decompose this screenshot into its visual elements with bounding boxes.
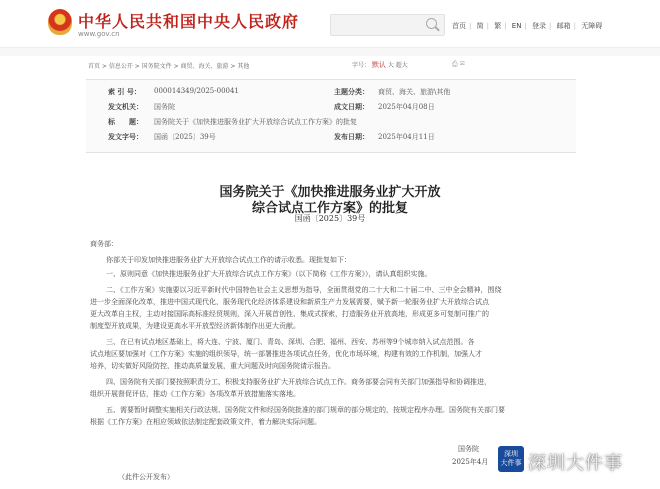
index-no-label: 索 引 号： bbox=[108, 87, 141, 96]
signature-date: 2025年4月 bbox=[452, 458, 489, 466]
national-emblem-logo bbox=[48, 9, 72, 35]
paragraph-2-line3: 更大改革自主权，主动对接国际高标准经贸规则，深入开展首创性、集成式探索，打造服务业开放高地，形成更多可复制可推广的 bbox=[90, 310, 489, 318]
topic-label: 主题分类： bbox=[334, 87, 369, 96]
nav-english[interactable]: EN bbox=[511, 22, 522, 30]
nav-traditional[interactable]: 繁 bbox=[494, 22, 502, 30]
published-label: 发布日期： bbox=[334, 132, 369, 141]
paragraph-2-line2: 进一步全面深化改革，推进中国式现代化，服务现代化经济体系建设和新质生产力发展需要，赋予新一轮服务业扩大开放综合试点 bbox=[90, 298, 489, 306]
nav-accessibility[interactable]: 无障碍 bbox=[581, 22, 603, 30]
index-no: 000014349/2025-00041 bbox=[154, 87, 239, 95]
doc-number: 国函〔2025〕39号 bbox=[154, 133, 216, 141]
font-size-label: 字号： bbox=[352, 62, 371, 69]
doc-title-line1: 国务院关于《加快推进服务业扩大开放 bbox=[219, 185, 441, 200]
issuer: 国务院 bbox=[154, 103, 175, 111]
site-url: www.gov.cn bbox=[78, 30, 120, 38]
search-icon[interactable] bbox=[426, 18, 437, 29]
share-icons bbox=[452, 60, 465, 69]
font-size-default[interactable]: 默认 bbox=[371, 61, 386, 69]
font-size-options[interactable]: 大 超大 bbox=[387, 62, 408, 69]
document-metadata bbox=[86, 79, 576, 153]
doc-title-line2: 综合试点工作方案》的批复 bbox=[251, 201, 408, 216]
share-icon[interactable]: ✉ bbox=[459, 60, 465, 68]
font-size-switch bbox=[352, 60, 408, 70]
created-label: 成文日期： bbox=[334, 102, 369, 111]
doc-number-center: 国函〔2025〕39号 bbox=[294, 214, 366, 223]
paragraph-5-line1: 五、需要暂时调整实施相关行政法规、国务院文件和经国务院批准的部门规章的部分规定的，按规定程序办理。国务院有关部门要 bbox=[106, 406, 505, 414]
paragraph-3-line2: 试点地区要加强对《工作方案》实施的组织领导，统一部署推进各项试点任务，优化市场环境，构建有效的工作机制，加强人才 bbox=[90, 350, 482, 358]
publication-note: （此件公开发布） bbox=[118, 473, 174, 481]
paragraph-3-line1: 三、在已有试点地区基础上，将大连、宁波、厦门、青岛、深圳、合肥、福州、西安、苏州等9个城市纳入试点范围。各 bbox=[106, 338, 475, 346]
paragraph-1: 一、原则同意《加快推进服务业扩大开放综合试点工作方案》（以下简称《工作方案》），请认真组织实施。 bbox=[106, 270, 432, 278]
title-label: 标 题： bbox=[108, 117, 143, 126]
paragraph-4-line1: 四、国务院有关部门要按照职责分工，积极支持服务业扩大开放综合试点工作。商务部要会同有关部门加强指导和协调推进， bbox=[106, 378, 491, 386]
paragraph-2-line1: 二、《工作方案》实施要以习近平新时代中国特色社会主义思想为指导，全面贯彻党的二十大和二十届二中、三中全会精神，围绕 bbox=[106, 286, 502, 294]
nav-home[interactable]: 首页 bbox=[452, 22, 466, 30]
published-date: 2025年04月11日 bbox=[378, 133, 435, 141]
issuer-label: 发文机关： bbox=[108, 102, 143, 111]
watermark-badge bbox=[498, 446, 524, 472]
watermark-badge-line2: 大件事 bbox=[500, 459, 522, 467]
site-title[interactable]: 中华人民共和国中央人民政府 bbox=[78, 12, 300, 31]
paragraph-4-line2: 组织开展督促评估，推动《工作方案》各项改革开放措施落实落地。 bbox=[90, 390, 300, 398]
paragraph-3-line3: 培养，切实做好风险防控，推动高质量发展，重大问题及时向国务院请示报告。 bbox=[90, 362, 335, 370]
watermark-text: 深圳大件事 bbox=[528, 453, 623, 474]
created-date: 2025年04月08日 bbox=[378, 103, 435, 111]
top-nav: 首页 | 简 | 繁 | EN | 登录 | 邮箱 | 无障碍 bbox=[452, 22, 603, 30]
nav-login[interactable]: 登录 bbox=[532, 22, 547, 30]
topic: 商贸、海关、旅游\其他 bbox=[378, 88, 451, 96]
watermark-badge-line1: 深圳 bbox=[504, 450, 518, 458]
print-icon[interactable]: ⎙ bbox=[452, 60, 458, 68]
paragraph-5-line2: 根据《工作方案》在相应领域依法制定配套政策文件，着力解决实际问题。 bbox=[90, 418, 321, 426]
breadcrumb[interactable]: 首页 > 信息公开 > 国务院文件 > 商贸、海关、旅游 > 其他 bbox=[88, 63, 250, 70]
paragraph-intro: 你部关于印发加快推进服务业扩大开放综合试点工作的请示收悉。现批复如下： bbox=[106, 256, 351, 264]
signature: 国务院 bbox=[458, 445, 479, 453]
docno-label: 发文字号： bbox=[108, 132, 143, 141]
sub-nav-strip bbox=[0, 47, 660, 56]
salutation: 商务部： bbox=[90, 240, 118, 248]
search-input[interactable] bbox=[330, 14, 445, 36]
nav-mail[interactable]: 邮箱 bbox=[556, 22, 571, 30]
paragraph-2-line4: 制度型开放成果，为建设更高水平开放型经济新体制作出更大贡献。 bbox=[90, 322, 300, 330]
doc-meta-title: 国务院关于《加快推进服务业扩大开放综合试点工作方案》的批复 bbox=[154, 118, 357, 126]
nav-simplified[interactable]: 简 bbox=[476, 22, 484, 30]
site-header bbox=[0, 0, 660, 47]
